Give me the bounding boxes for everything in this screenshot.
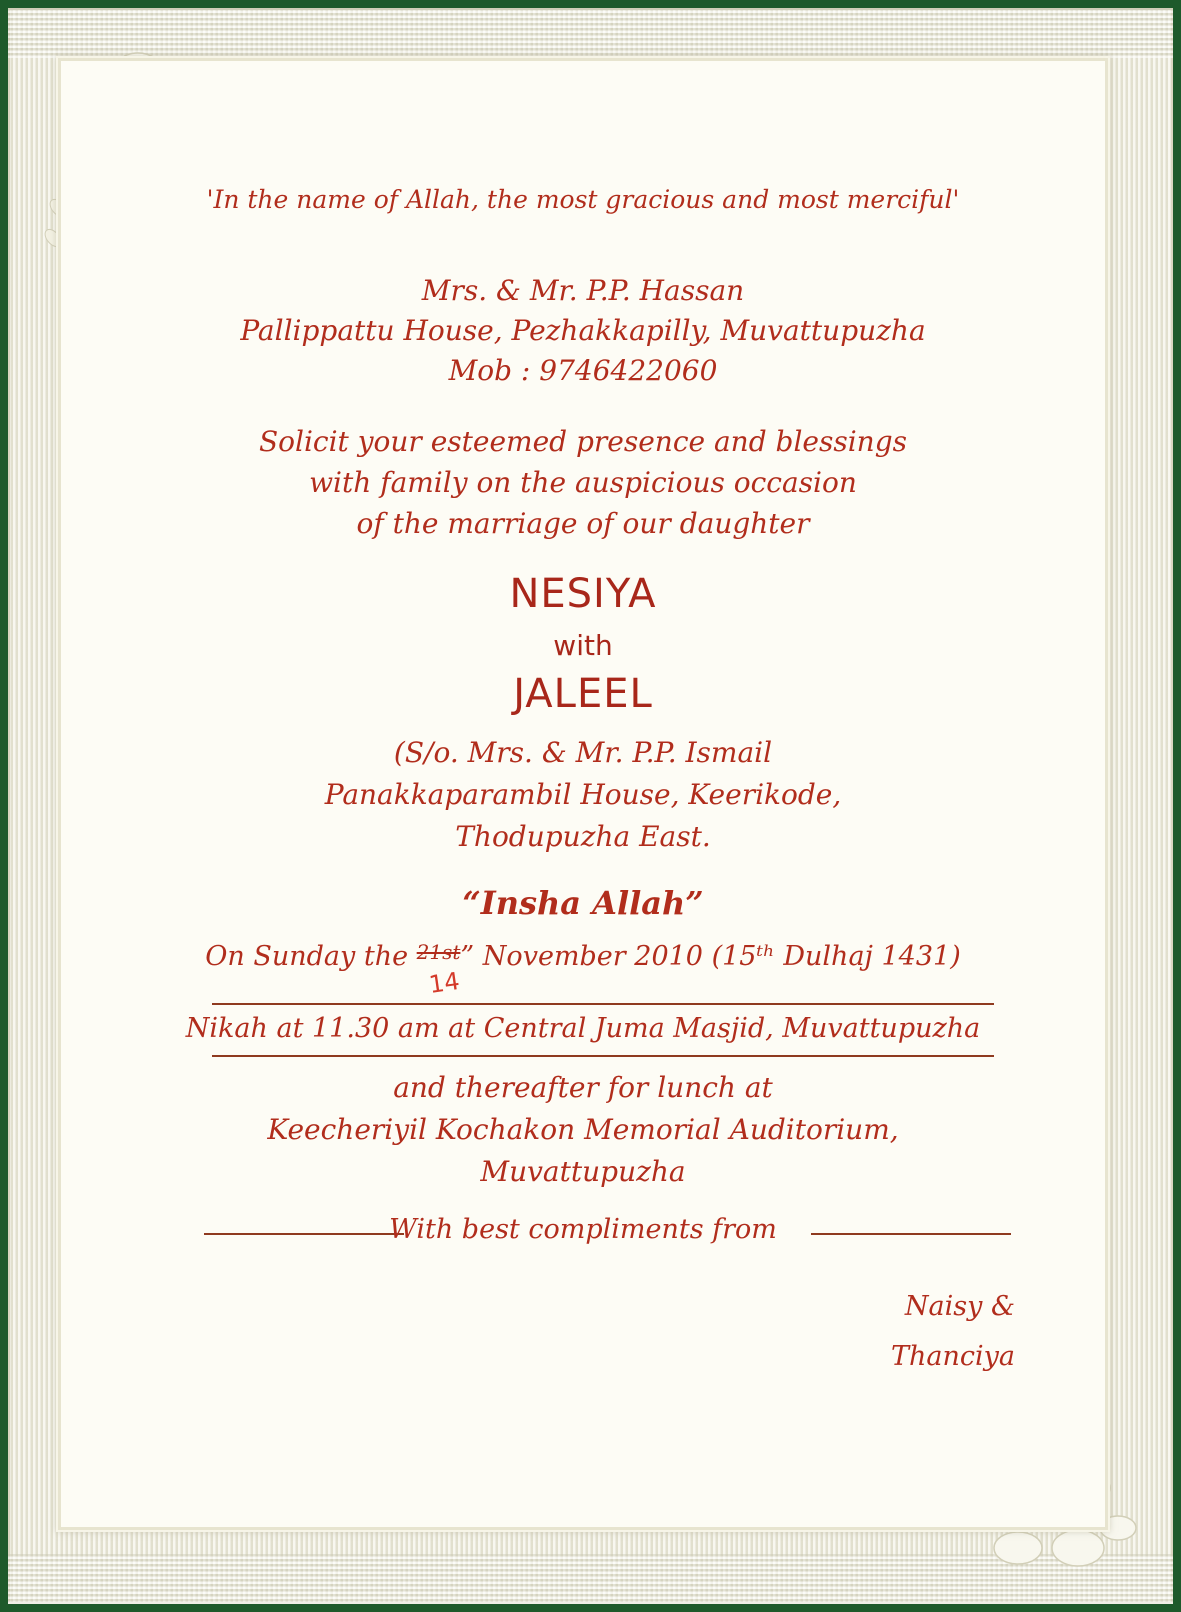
signatory-line-2: Thanciya [891, 1341, 1015, 1372]
invitation-line-2: with family on the auspicious occasion [309, 466, 857, 499]
groom-parents-line-2: Panakkaparambil House, Keerikode, [324, 778, 842, 811]
bride-name: NESIYA [509, 571, 657, 617]
date-suffix: ” November 2010 (15ᵗʰ Dulhaj 1431) [460, 941, 961, 972]
handwritten-date-correction: 14 [427, 967, 462, 999]
groom-parents-line-3: Thodupuzha East. [455, 820, 711, 853]
invitation-line-1: Solicit your esteemed presence and blessings [258, 425, 908, 458]
struck-day: 21st [416, 940, 461, 964]
groom-parents-line-1: (S/o. Mrs. & Mr. P.P. Ismail [393, 736, 773, 769]
date-prefix: On Sunday the [205, 941, 409, 972]
invitation-text-panel [58, 58, 1108, 1530]
lunch-line-1: and thereafter for lunch at [393, 1071, 773, 1104]
invocation-text: 'In the name of Allah, the most gracious and most merciful' [206, 185, 960, 214]
lunch-line-3: Muvattupuzha [480, 1155, 686, 1188]
compliments-text: With best compliments from [389, 1214, 777, 1245]
invitation-line-3: of the marriage of our daughter [356, 507, 810, 540]
nikah-text: Nikah at 11.30 am at Central Juma Masjid, Muvattupuzha [185, 1013, 981, 1044]
groom-name: JALEEL [513, 671, 653, 717]
host-address: Pallippattu House, Pezhakkapilly, Muvattupuzha [240, 314, 926, 347]
host-mobile: Mob : 9746422060 [448, 354, 718, 387]
date-line [61, 941, 1105, 972]
with-text: with [553, 629, 613, 662]
signatory-line-1: Naisy & [904, 1291, 1015, 1322]
invitation-card [8, 8, 1173, 1604]
lunch-line-2: Keecheriyil Kochakon Memorial Auditorium, [267, 1113, 899, 1146]
compliments-rule-right [811, 1233, 1011, 1235]
nikah-rule-bottom [212, 1055, 994, 1057]
host-names: Mrs. & Mr. P.P. Hassan [421, 274, 745, 307]
insha-allah-text: “Insha Allah” [462, 884, 704, 922]
nikah-rule-top [212, 1003, 994, 1005]
